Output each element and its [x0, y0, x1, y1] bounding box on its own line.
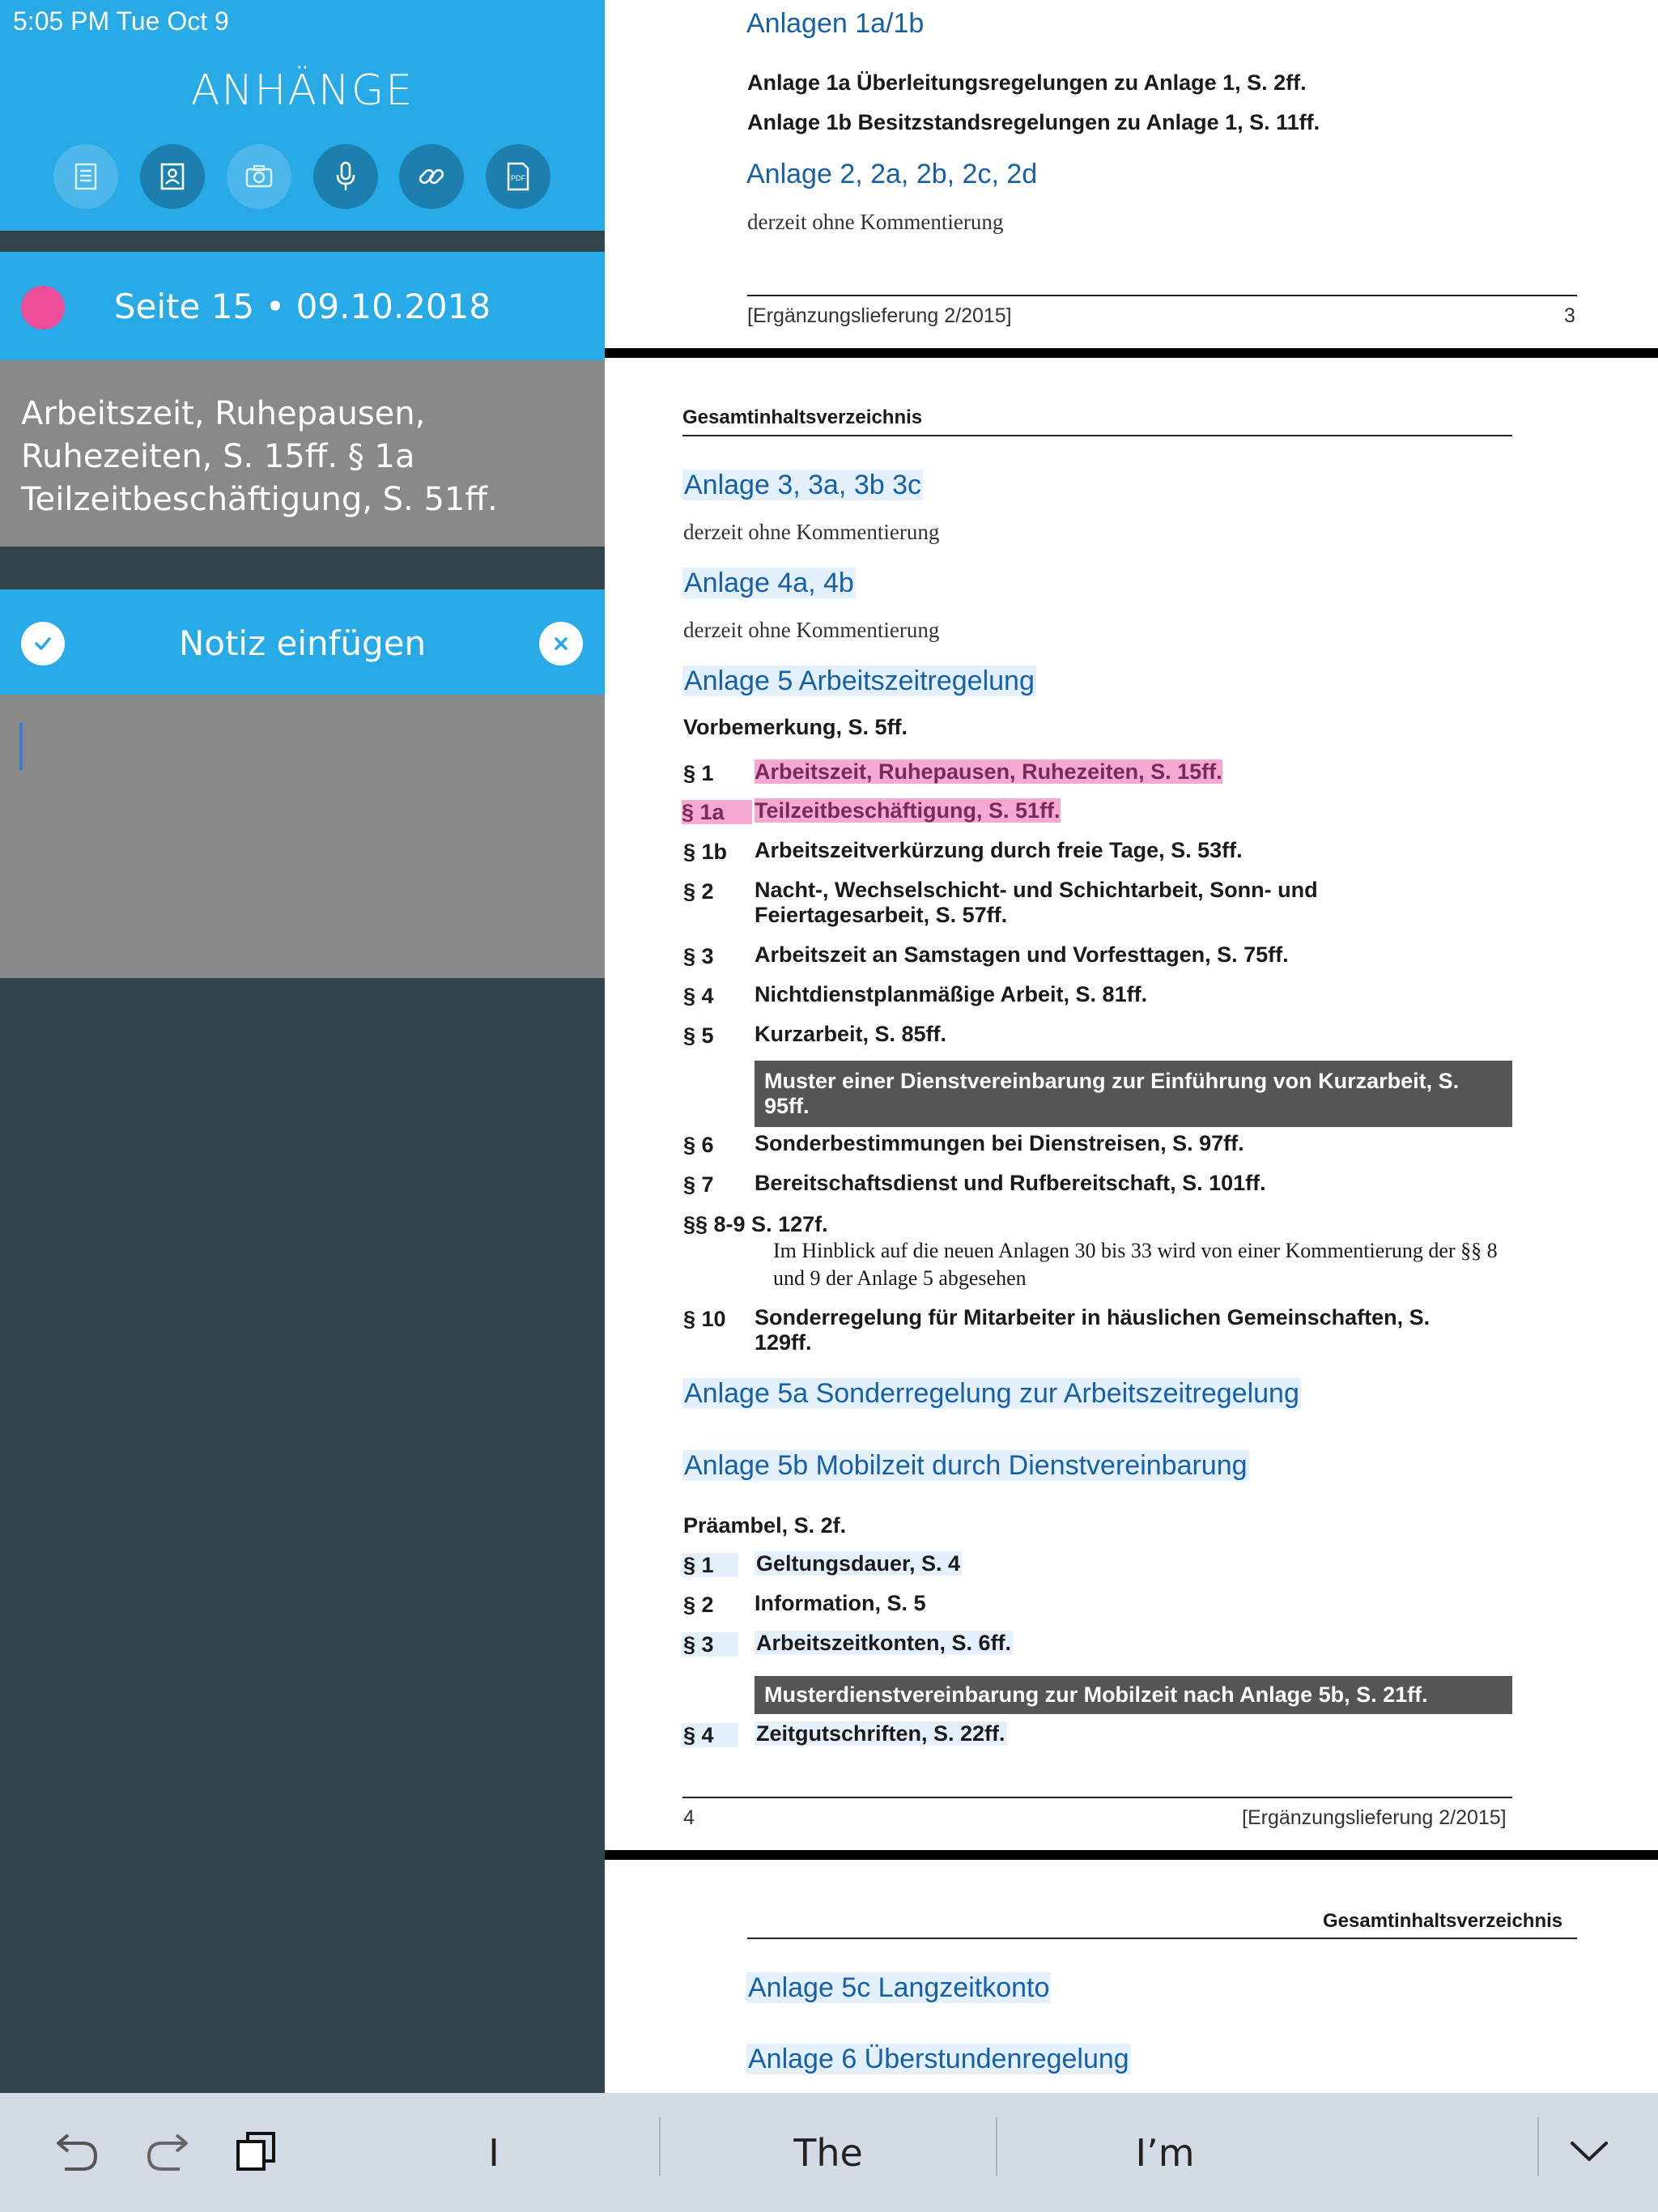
- add-link-attachment-button[interactable]: [399, 144, 464, 209]
- p2-mz-item-3-number-text: § 3: [682, 1632, 738, 1657]
- add-photo-attachment-button[interactable]: [227, 144, 291, 209]
- p2-item-5[interactable]: Kurzarbeit, S. 85ff.: [755, 1022, 947, 1046]
- p2-heading-anlage-5b-text: Anlage 5b Mobilzeit durch Dienstvereinbarung: [684, 1450, 1248, 1481]
- p2-item-7-number: § 7: [683, 1172, 714, 1197]
- cancel-note-button[interactable]: [539, 622, 583, 666]
- p2-mz-item-1-number-text: § 1: [682, 1553, 738, 1577]
- p2-mz-item-3[interactable]: [755, 1631, 1402, 1656]
- p2-item-7[interactable]: Bereitschaftsdienst und Rufbereitschaft, S. 101ff.: [755, 1171, 1266, 1195]
- p2-sample-agreement-box[interactable]: Muster einer Dienstvereinbarung zur Einführung von Kurzarbeit, S. 95ff.: [755, 1061, 1512, 1127]
- page-reference-bar[interactable]: [0, 252, 605, 360]
- p2-item-8-9[interactable]: §§ 8-9 S. 127f.: [683, 1212, 828, 1236]
- suggestion-1[interactable]: I: [488, 2130, 500, 2175]
- p1-heading: Anlagen 1a/1b: [746, 8, 925, 39]
- page-separator-2: [605, 1850, 1658, 1860]
- p2-item-8-9-note: Im Hinblick auf die neuen Anlagen 30 bis 33 wird von einer Kommentierung der §§ 8 und 9 der Anlage 5 abgesehen: [773, 1239, 1498, 1290]
- p2-item-4-number: § 4: [683, 984, 714, 1008]
- suggestion-3[interactable]: I’m: [1135, 2130, 1195, 2175]
- p2-item-5-number: § 5: [683, 1023, 714, 1048]
- p2-footer-rule: [682, 1797, 1512, 1798]
- p2-mz-item-1[interactable]: [755, 1551, 1402, 1576]
- p2-item-10-number: § 10: [683, 1307, 726, 1331]
- document-icon: [68, 159, 104, 194]
- p2-mz-item-2[interactable]: Information, S. 5: [755, 1591, 926, 1615]
- link-icon: [414, 159, 449, 194]
- p1-line-anlage-1a: Anlage 1a Überleitungsregelungen zu Anlage 1, S. 2ff.: [747, 70, 1307, 95]
- header-divider: [0, 231, 605, 252]
- p2-note-anlage-3: derzeit ohne Kommentierung: [683, 520, 940, 544]
- p2-heading-anlage-4[interactable]: [682, 568, 856, 599]
- p2-item-2[interactable]: Nacht-, Wechselschicht- und Schichtarbeit, Sonn- und Feiertagesarbeit, S. 57ff.: [755, 878, 1318, 927]
- p2-running-header: Gesamtinhaltsverzeichnis: [682, 406, 923, 428]
- p2-header-rule: [682, 435, 1512, 436]
- p2-mobilzeit-agreement-box[interactable]: Musterdienstvereinbarung zur Mobilzeit nach Anlage 5b, S. 21ff.: [755, 1676, 1512, 1714]
- add-text-attachment-button[interactable]: [53, 144, 118, 209]
- p2-item-3[interactable]: Arbeitszeit an Samstagen und Vorfesttagen, S. 75ff.: [755, 942, 1289, 967]
- attachments-title: ANHÄNGE: [190, 66, 414, 115]
- p2-mz-item-3-text: Arbeitszeitkonten, S. 6ff.: [756, 1631, 1012, 1655]
- p1-heading-anlage-2: Anlage 2, 2a, 2b, 2c, 2d: [746, 159, 1038, 189]
- close-icon: [549, 632, 573, 656]
- p2-mz-item-1-number: [682, 1553, 738, 1578]
- p2-item-4[interactable]: Nichtdienstplanmäßige Arbeit, S. 81ff.: [755, 982, 1148, 1006]
- p2-mz-item-1-text: Geltungsdauer, S. 4: [756, 1551, 961, 1576]
- p2-item-1[interactable]: [755, 759, 1402, 785]
- p2-mz-item-4-text: Zeitgutschriften, S. 22ff.: [756, 1721, 1005, 1746]
- p3-heading-anlage-6[interactable]: [746, 2044, 1131, 2075]
- paste-icon[interactable]: [235, 2129, 280, 2174]
- attachments-header: [0, 0, 605, 231]
- document-viewer[interactable]: [605, 0, 1658, 2093]
- p2-mz-item-4-number-text: § 4: [682, 1723, 738, 1747]
- highlighted-excerpt: Arbeitszeit, Ruhepausen, Ruhezeiten, S. 15ff. § 1a Teilzeitbeschäftigung, S. 51ff.: [0, 360, 605, 547]
- p3-heading-anlage-5c[interactable]: [746, 1972, 1051, 2004]
- note-text-input[interactable]: [0, 695, 605, 978]
- keyboard-shortcut-bar: [0, 2093, 1658, 2212]
- p2-heading-anlage-3-text: Anlage 3, 3a, 3b 3c: [684, 470, 922, 500]
- page-reference-label: Seite 15 • 09.10.2018: [113, 287, 491, 326]
- p1-footer-edition: [Ergänzungslieferung 2/2015]: [747, 304, 1012, 327]
- p2-mz-item-4-number: [682, 1723, 738, 1748]
- p2-mz-item-4[interactable]: [755, 1721, 1402, 1746]
- p2-item-1b-number: § 1b: [683, 840, 728, 864]
- p2-heading-anlage-3[interactable]: [682, 470, 923, 501]
- p1-line-anlage-1b: Anlage 1b Besitzstandsregelungen zu Anlage 1, S. 11ff.: [747, 110, 1320, 134]
- p2-heading-anlage-4-text: Anlage 4a, 4b: [684, 568, 854, 598]
- p3-running-header: Gesamtinhaltsverzeichnis: [1323, 1910, 1563, 1932]
- camera-icon: [241, 159, 277, 194]
- p2-item-3-number: § 3: [683, 944, 714, 968]
- p2-item-1b[interactable]: Arbeitszeitverkürzung durch freie Tage, S. 53ff.: [755, 838, 1243, 862]
- p2-item-1-text: Arbeitszeit, Ruhepausen, Ruhezeiten, S. 15ff.: [755, 759, 1222, 784]
- redo-icon[interactable]: [142, 2132, 196, 2176]
- p2-vorbemerkung: Vorbemerkung, S. 5ff.: [683, 715, 908, 739]
- p2-heading-anlage-5-text: Anlage 5 Arbeitszeitregelung: [684, 666, 1035, 696]
- microphone-icon: [328, 159, 363, 194]
- page-separator: [605, 348, 1658, 358]
- p1-footer-page: 3: [1564, 304, 1575, 327]
- p2-item-1a-text: Teilzeitbeschäftigung, S. 51ff.: [755, 798, 1061, 823]
- suggestion-2[interactable]: The: [793, 2130, 863, 2175]
- undo-icon[interactable]: [49, 2132, 102, 2176]
- p2-heading-anlage-5b[interactable]: [682, 1450, 1249, 1482]
- p2-item-1a-number-text: § 1a: [682, 800, 752, 824]
- p2-item-10[interactable]: Sonderregelung für Mitarbeiter in häuslichen Gemeinschaften, S. 129ff.: [755, 1305, 1431, 1355]
- p3-heading-anlage-6-text: Anlage 6 Überstundenregelung: [748, 2044, 1129, 2074]
- text-caret: [19, 723, 23, 770]
- p2-heading-anlage-5a[interactable]: [682, 1378, 1301, 1410]
- hide-keyboard-chevron-icon[interactable]: [1569, 2135, 1609, 2167]
- pdf-icon: [500, 159, 536, 194]
- p2-item-2-number: § 2: [683, 879, 714, 904]
- p2-heading-anlage-5a-text: Anlage 5a Sonderregelung zur Arbeitszeitregelung: [684, 1378, 1299, 1409]
- insert-note-title: Notiz einfügen: [178, 623, 427, 663]
- p2-item-6-number: § 6: [683, 1133, 714, 1157]
- p2-praeambel: Präambel, S. 2f.: [683, 1513, 847, 1538]
- p2-mz-item-3-number: [682, 1632, 738, 1657]
- p2-item-1a[interactable]: [755, 798, 1402, 823]
- p3-header-rule: [747, 1938, 1577, 1939]
- p2-note-anlage-4: derzeit ohne Kommentierung: [683, 618, 940, 642]
- contact-icon: [155, 159, 190, 194]
- p2-item-1a-number: [682, 800, 752, 825]
- p2-item-6[interactable]: Sonderbestimmungen bei Dienstreisen, S. 97ff.: [755, 1131, 1244, 1155]
- attachments-panel: [0, 0, 605, 2093]
- add-contact-attachment-button[interactable]: [140, 144, 205, 209]
- status-time: 5:05 PM Tue Oct 9: [13, 6, 229, 36]
- p1-footer-rule: [747, 295, 1577, 296]
- p2-footer-edition: [Ergänzungslieferung 2/2015]: [1242, 1806, 1507, 1829]
- p2-mz-item-2-number: § 2: [683, 1593, 714, 1617]
- add-pdf-attachment-button[interactable]: [486, 144, 551, 209]
- p3-heading-anlage-5c-text: Anlage 5c Langzeitkonto: [748, 1972, 1050, 2003]
- keyboard-separator: [1537, 2117, 1539, 2176]
- p2-footer-page: 4: [683, 1806, 695, 1829]
- svg-text:PDF: PDF: [511, 174, 525, 182]
- p2-heading-anlage-5[interactable]: [682, 666, 1036, 697]
- p1-note: derzeit ohne Kommentierung: [747, 210, 1004, 234]
- p2-item-1-number: § 1: [683, 761, 714, 785]
- add-audio-attachment-button[interactable]: [313, 144, 378, 209]
- insert-note-bar: [0, 589, 605, 695]
